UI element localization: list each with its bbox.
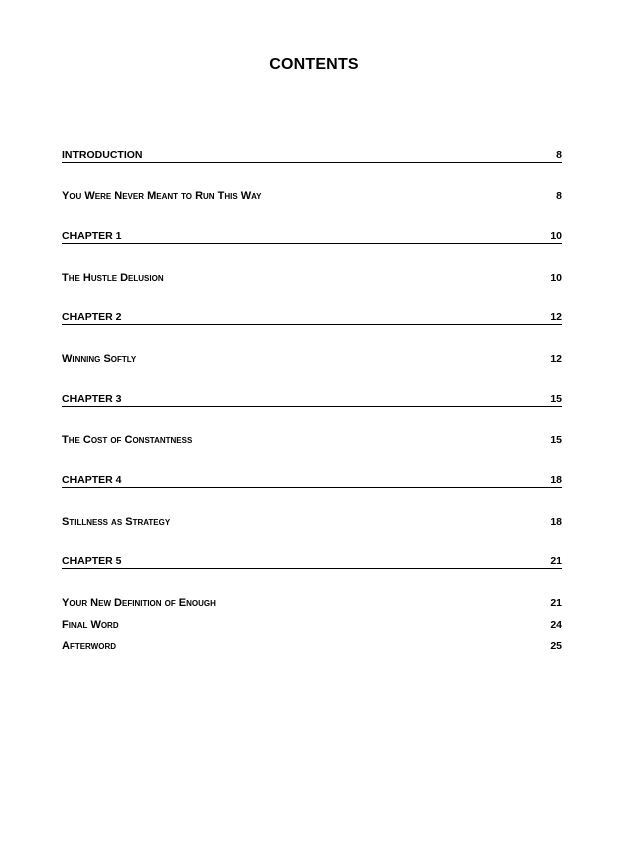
toc-entry-page: 24 (550, 619, 562, 631)
toc-entry-page: 15 (550, 434, 562, 446)
toc-entry-page: 21 (550, 597, 562, 609)
toc-entry-final-word[interactable] (62, 619, 562, 632)
toc-entry-chapter-4[interactable] (62, 475, 562, 488)
toc-entry-hustle-delusion[interactable] (62, 272, 562, 285)
toc-entry-chapter-5[interactable] (62, 556, 562, 569)
toc-entry-label: CHAPTER 2 (62, 311, 122, 323)
toc-entry-label: Stillness as Strategy (62, 516, 171, 528)
toc-entry-label: Final Word (62, 619, 119, 631)
toc-entry-never-meant-to-run[interactable] (62, 190, 562, 203)
toc-entry-page: 8 (556, 149, 562, 161)
toc-entry-introduction[interactable] (62, 150, 562, 163)
toc-entry-label: INTRODUCTION (62, 149, 143, 161)
toc-entry-stillness-as-strategy[interactable] (62, 516, 562, 529)
page-title: CONTENTS (269, 56, 359, 73)
toc-entry-chapter-3[interactable] (62, 394, 562, 407)
toc-entry-label: Afterword (62, 640, 117, 652)
toc-entry-label: CHAPTER 3 (62, 393, 122, 405)
toc-entry-page: 12 (550, 311, 562, 323)
toc-entry-label: You Were Never Meant to Run This Way (62, 190, 262, 202)
toc-entry-label: The Cost of Constantness (62, 434, 193, 446)
toc-entry-page: 15 (550, 393, 562, 405)
toc-entry-page: 10 (550, 230, 562, 242)
toc-entry-page: 21 (550, 555, 562, 567)
toc-entry-label: CHAPTER 4 (62, 474, 122, 486)
toc-entry-label: CHAPTER 1 (62, 230, 122, 242)
toc-entry-page: 10 (550, 272, 562, 284)
toc-entry-cost-of-constantness[interactable] (62, 434, 562, 447)
toc-entry-page: 18 (550, 474, 562, 486)
toc-entry-chapter-2[interactable] (62, 312, 562, 325)
toc-entry-label: Winning Softly (62, 353, 137, 365)
toc-entry-page: 12 (550, 353, 562, 365)
toc-entry-winning-softly[interactable] (62, 353, 562, 366)
toc-entry-page: 18 (550, 516, 562, 528)
toc-entry-label: Your New Definition of Enough (62, 597, 216, 609)
toc-entry-chapter-1[interactable] (62, 231, 562, 244)
toc-entry-label: The Hustle Delusion (62, 272, 164, 284)
toc-entry-label: CHAPTER 5 (62, 555, 122, 567)
toc-entry-definition-of-enough[interactable] (62, 597, 562, 610)
toc-entry-page: 25 (550, 640, 562, 652)
toc-entry-afterword[interactable] (62, 640, 562, 653)
toc-entry-page: 8 (556, 190, 562, 202)
